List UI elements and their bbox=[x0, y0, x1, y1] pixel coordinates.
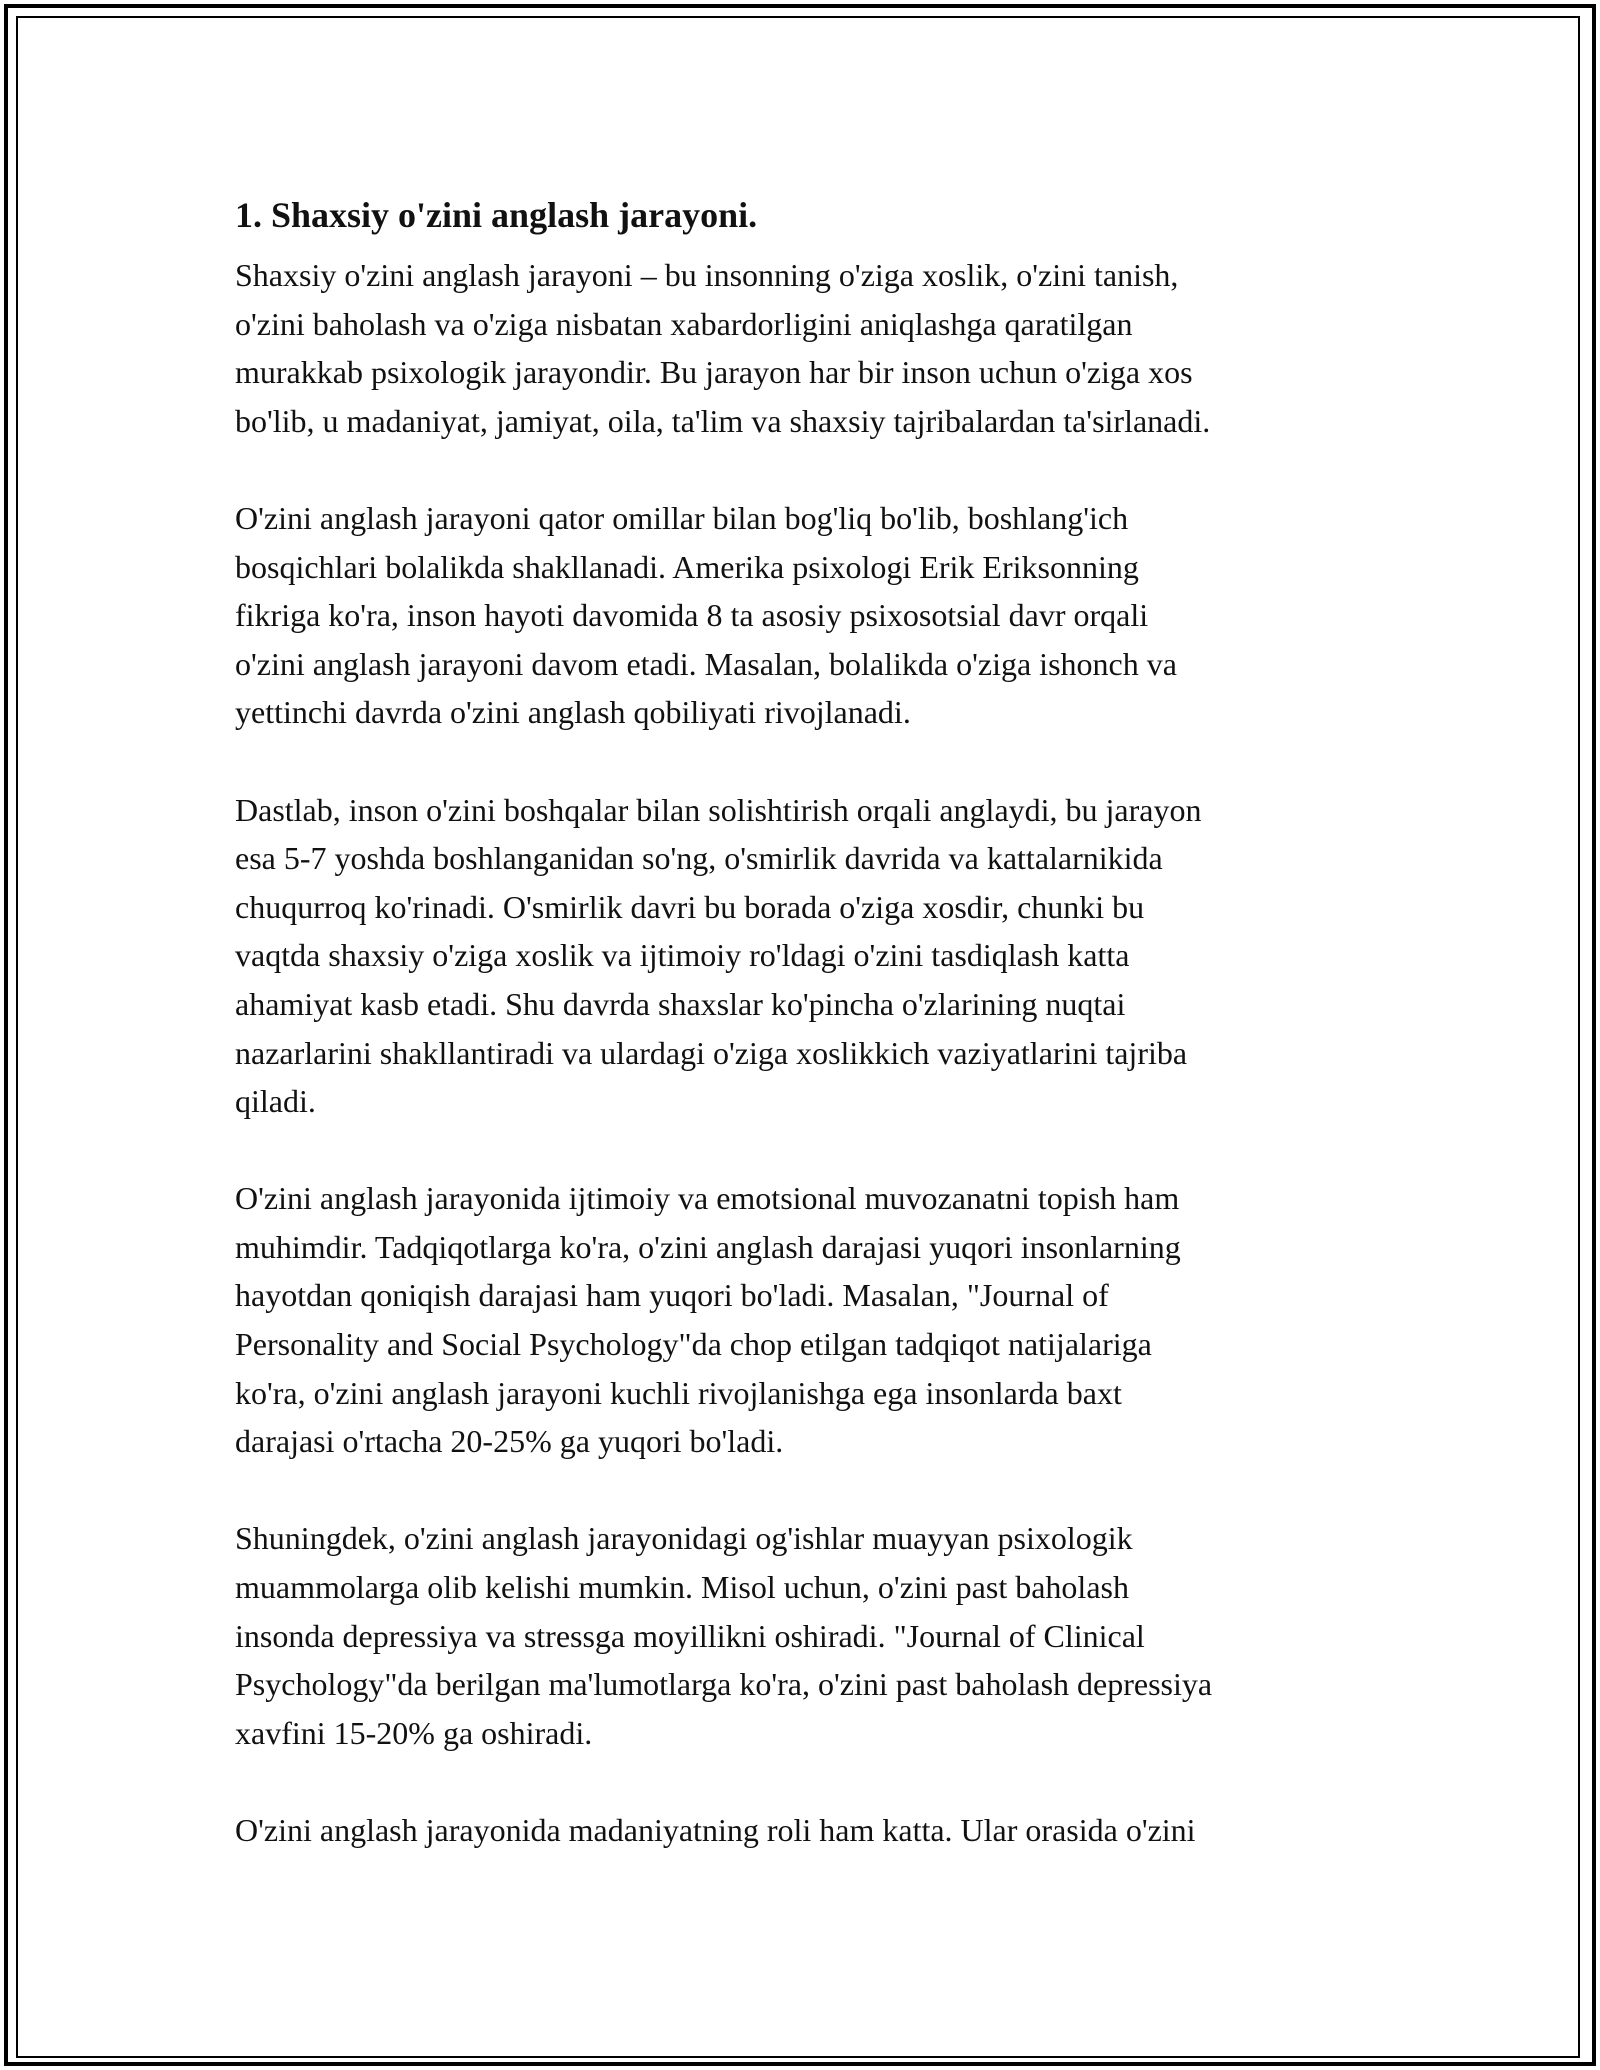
text-line: insonda depressiya va stressga moyillikni oshiradi. "Journal of Clinical bbox=[235, 1617, 1145, 1654]
text-line: fikriga ko'ra, inson hayoti davomida 8 ta asosiy psixosotsial davr orqali bbox=[235, 597, 1149, 634]
text-line: xavfini 15-20% ga oshiradi. bbox=[235, 1714, 593, 1751]
paragraph-definition bbox=[235, 251, 1365, 445]
paragraph-social-balance bbox=[235, 1174, 1365, 1466]
paragraph-erikson bbox=[235, 494, 1365, 737]
text-line: hayotdan qoniqish darajasi ham yuqori bo'ladi. Masalan, "Journal of bbox=[235, 1277, 1109, 1314]
text-line: darajasi o'rtacha 20-25% ga yuqori bo'ladi. bbox=[235, 1423, 784, 1460]
text-line: O'zini anglash jarayonida madaniyatning roli ham katta. Ular orasida o'zini bbox=[235, 1812, 1196, 1848]
text-line: murakkab psixologik jarayondir. Bu jarayon har bir inson uchun o'ziga xos bbox=[235, 354, 1193, 391]
text-line: ahamiyat kasb etadi. Shu davrda shaxslar ko'pincha o'zlarining nuqtai bbox=[235, 985, 1126, 1022]
text-line: muhimdir. Tadqiqotlarga ko'ra, o'zini anglash darajasi yuqori insonlarning bbox=[235, 1228, 1181, 1265]
text-line: Shuningdek, o'zini anglash jarayonidagi og'ishlar muayyan psixologik bbox=[235, 1520, 1133, 1557]
text-line: muammolarga olib kelishi mumkin. Misol uchun, o'zini past baholash bbox=[235, 1569, 1129, 1606]
text-line: nazarlarini shakllantiradi va ulardagi o'ziga xoslikkich vaziyatlarini tajriba bbox=[235, 1034, 1188, 1071]
text-line: Dastlab, inson o'zini boshqalar bilan solishtirish orqali anglaydi, bu jarayon bbox=[235, 791, 1202, 828]
text-line: O'zini anglash jarayonida ijtimoiy va emotsional muvozanatni topish ham bbox=[235, 1180, 1180, 1217]
text-line: qiladi. bbox=[235, 1083, 316, 1120]
text-line: vaqtda shaxsiy o'ziga xoslik va ijtimoiy ro'ldagi o'zini tasdiqlash katta bbox=[235, 937, 1130, 974]
text-line: O'zini anglash jarayoni qator omillar bilan bog'liq bo'lib, boshlang'ich bbox=[235, 499, 1129, 536]
paragraph-comparison bbox=[235, 786, 1365, 1126]
paragraph-culture bbox=[235, 1806, 1365, 1855]
text-line: esa 5-7 yoshda boshlanganidan so'ng, o'smirlik davrida va kattalarnikida bbox=[235, 840, 1163, 877]
text-line: o'zini baholash va o'ziga nisbatan xabardorligini aniqlashga qaratilgan bbox=[235, 305, 1133, 342]
text-line: ko'ra, o'zini anglash jarayoni kuchli rivojlanishga ega insonlarda baxt bbox=[235, 1374, 1122, 1411]
page-title: 1. Shaxsiy o'zini anglash jarayoni. bbox=[235, 195, 758, 235]
text-line: Psychology"da berilgan ma'lumotlarga ko'ra, o'zini past baholash depressiya bbox=[235, 1666, 1213, 1703]
text-line: Personality and Social Psychology"da chop etilgan tadqiqot natijalariga bbox=[235, 1326, 1152, 1363]
document-body bbox=[235, 187, 1365, 1903]
text-line: Shaxsiy o'zini anglash jarayoni – bu insonning o'ziga xoslik, o'zini tanish, bbox=[235, 257, 1179, 293]
text-line: yettinchi davrda o'zini anglash qobiliyati rivojlanadi. bbox=[235, 694, 911, 731]
text-line: bo'lib, u madaniyat, jamiyat, oila, ta'lim va shaxsiy tajribalardan ta'sirlanadi. bbox=[235, 402, 1211, 439]
text-line: o'zini anglash jarayoni davom etadi. Masalan, bolalikda o'ziga ishonch va bbox=[235, 645, 1177, 682]
text-line: bosqichlari bolalikda shakllanadi. Amerika psixologi Erik Eriksonning bbox=[235, 548, 1139, 585]
text-line: chuqurroq ko'rinadi. O'smirlik davri bu borada o'ziga xosdir, chunki bu bbox=[235, 888, 1145, 925]
paragraph-deviations bbox=[235, 1514, 1365, 1757]
